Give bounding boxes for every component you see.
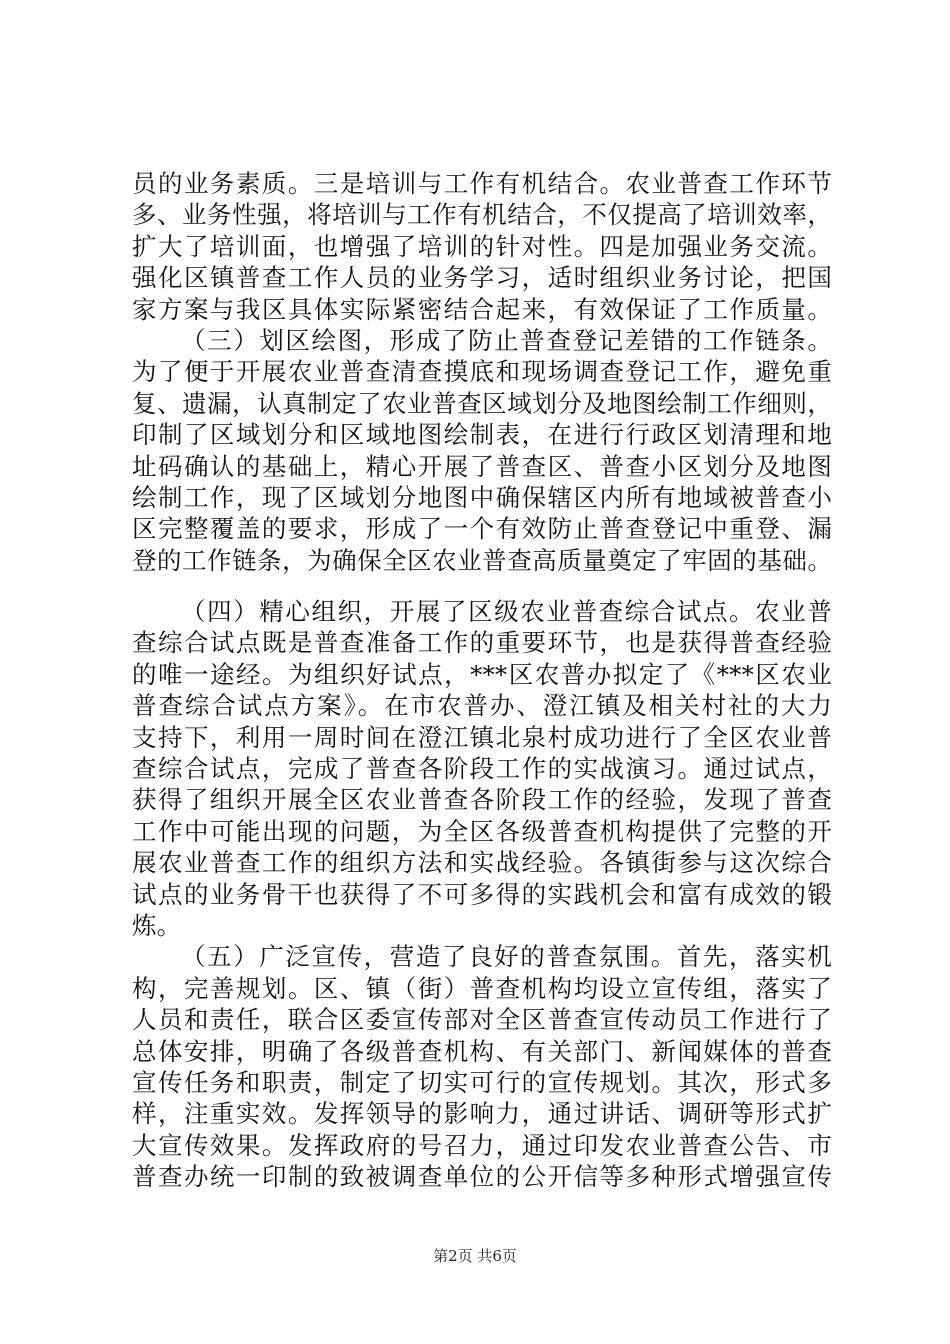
section-heading-five: （五）广泛宣传，营造了良好的普查氛围。首先，落实机	[181, 942, 832, 972]
section-heading-three: （三）划区绘图，形成了防止普查登记差错的工作链条。	[181, 325, 832, 355]
text-line: 区完整覆盖的要求，形成了一个有效防止普查登记中重登、漏	[132, 514, 832, 544]
text-line: 印制了区域划分和区域地图绘制表，在进行行政区划清理和地	[132, 420, 832, 450]
paragraph-gap	[132, 576, 832, 596]
text-line: 展农业普查工作的组织方法和实战经验。各镇街参与这次综合	[132, 848, 832, 878]
text-line: 宣传任务和职责，制定了切实可行的宣传规划。其次，形式多	[132, 1067, 832, 1097]
text-line: 为了便于开展农业普查清查摸底和现场调查登记工作，避免重	[132, 357, 832, 387]
text-line: 复、遗漏，认真制定了农业普查区域划分及地图绘制工作细则，	[132, 388, 832, 418]
text-line: 工作中可能出现的问题，为全区各级普查机构提供了完整的开	[132, 816, 832, 846]
section-heading-four: （四）精心组织，开展了区级农业普查综合试点。农业普	[181, 597, 832, 627]
text-line: 普查综合试点方案》。在市农普办、澄江镇及相关村社的大力	[132, 691, 832, 721]
text-line: 样，注重实效。发挥领导的影响力，通过讲话、调研等形式扩	[132, 1099, 832, 1129]
text-line: 炼。	[132, 910, 182, 940]
text-line: 查综合试点，完成了普查各阶段工作的实战演习。通过试点，	[132, 754, 832, 784]
text-line: 查综合试点既是普查准备工作的重要环节，也是获得普查经验	[132, 628, 832, 658]
document-body	[132, 168, 832, 1193]
text-line: 家方案与我区具体实际紧密结合起来，有效保证了工作质量。	[132, 294, 832, 324]
text-line: 构，完善规划。区、镇（街）普查机构均设立宣传组，落实了	[132, 973, 832, 1003]
text-line: 总体安排，明确了各级普查机构、有关部门、新闻媒体的普查	[132, 1036, 832, 1066]
text-line: 多、业务性强，将培训与工作有机结合，不仅提高了培训效率，	[132, 200, 832, 230]
text-line: 登的工作链条，为确保全区农业普查高质量奠定了牢固的基础。	[132, 545, 832, 575]
text-line: 普查办统一印制的致被调查单位的公开信等多种形式增强宣传	[132, 1162, 832, 1192]
text-line: 的唯一途经。为组织好试点，***区农普办拟定了《***区农业	[132, 659, 832, 689]
page-number-footer: 第2页 共6页	[433, 1247, 517, 1265]
text-line: 强化区镇普查工作人员的业务学习，适时组织业务讨论，把国	[132, 263, 832, 293]
text-line: 绘制工作，现了区域划分地图中确保辖区内所有地域被普查小	[132, 482, 832, 512]
text-line: 试点的业务骨干也获得了不可多得的实践机会和富有成效的锻	[132, 879, 832, 909]
text-line: 大宣传效果。发挥政府的号召力，通过印发农业普查公告、市	[132, 1130, 832, 1160]
text-line: 获得了组织开展全区农业普查各阶段工作的经验，发现了普查	[132, 785, 832, 815]
text-line: 支持下，利用一周时间在澄江镇北泉村成功进行了全区农业普	[132, 722, 832, 752]
text-line: 扩大了培训面，也增强了培训的针对性。四是加强业务交流。	[132, 231, 832, 261]
text-line: 人员和责任，联合区委宣传部对全区普查宣传动员工作进行了	[132, 1005, 832, 1035]
text-line: 员的业务素质。三是培训与工作有机结合。农业普查工作环节	[132, 169, 832, 198]
text-line: 址码确认的基础上，精心开展了普查区、普查小区划分及地图	[132, 451, 832, 481]
